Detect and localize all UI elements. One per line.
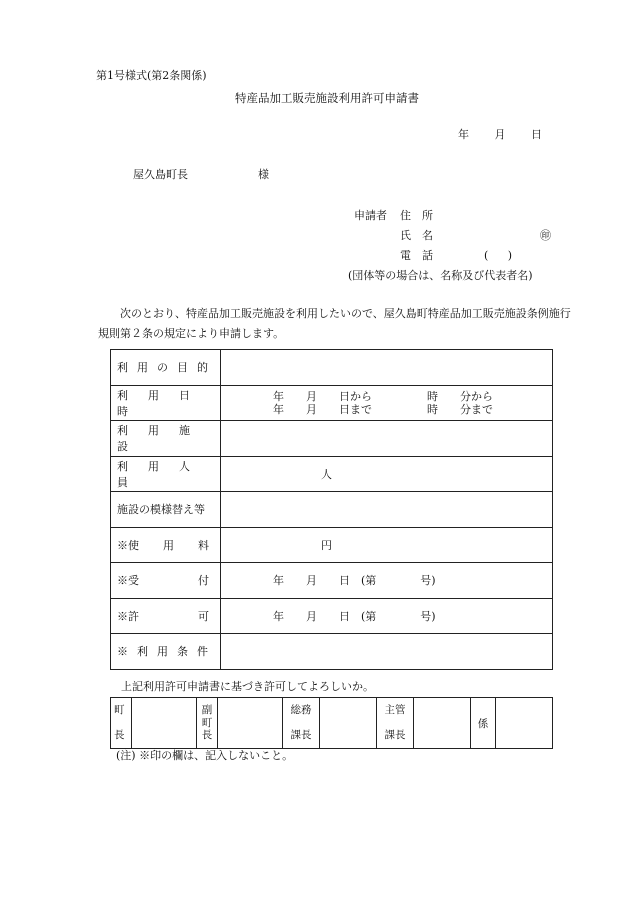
receipt-label: ※受 付 — [111, 563, 221, 599]
fee-label: ※使 用 料 — [111, 527, 221, 563]
fee-unit: 円 — [321, 538, 332, 552]
date-line — [436, 126, 542, 142]
addressee-name: 屋久島町長 — [133, 168, 188, 181]
document-title: 特産品加工販売施設利用許可申請書 — [235, 91, 419, 105]
main-section-label: 主管 課長 — [377, 698, 414, 749]
general-affairs-stamp[interactable] — [320, 698, 377, 749]
approval-stamp-table — [110, 697, 553, 749]
application-table — [110, 349, 553, 670]
footnote: (注) ※印の欄は、記入しないこと。 — [116, 749, 294, 762]
remodel-value[interactable] — [221, 492, 553, 528]
row-permit — [111, 598, 553, 634]
seal-mark: ㊞ — [540, 229, 551, 242]
approval-text: 上記利用許可申請書に基づき許可してよろしいか。 — [121, 680, 374, 693]
people-value[interactable] — [221, 456, 553, 492]
phone-label: 電話 — [400, 249, 444, 262]
remodel-label: 施設の模様替え等 — [111, 492, 221, 528]
general-affairs-label: 総務 課長 — [283, 698, 320, 749]
purpose-label: 利用の目的 — [111, 350, 221, 386]
conditions-label: ※利用条件 — [111, 634, 221, 670]
vice-mayor-stamp[interactable] — [218, 698, 283, 749]
row-receipt — [111, 563, 553, 599]
address-label: 住所 — [400, 209, 444, 222]
row-purpose — [111, 350, 553, 386]
name-label: 氏名 — [400, 229, 444, 242]
purpose-value[interactable] — [221, 350, 553, 386]
row-people — [111, 456, 553, 492]
addressee — [133, 166, 269, 182]
staff-label: 係 — [471, 698, 496, 749]
applicant-block — [348, 206, 551, 286]
datetime-value[interactable] — [221, 385, 553, 421]
people-unit: 人 — [321, 467, 332, 481]
datetime-from: 年 月 日から 時 分から — [273, 389, 493, 403]
applicant-label: 申請者 — [354, 209, 387, 222]
date-day: 日 — [531, 128, 542, 141]
town-mayor-stamp[interactable] — [132, 698, 197, 749]
datetime-label: 利用日時 — [111, 385, 221, 421]
facility-label: 利用施設 — [111, 421, 221, 457]
row-fee — [111, 527, 553, 563]
datetime-to: 年 月 日まで 時 分まで — [273, 402, 493, 416]
main-section-stamp[interactable] — [414, 698, 471, 749]
addressee-honorific: 様 — [258, 168, 269, 181]
staff-stamp[interactable] — [496, 698, 553, 749]
date-month: 月 — [494, 128, 506, 141]
row-remodel — [111, 492, 553, 528]
conditions-value[interactable] — [221, 634, 553, 670]
permit-value[interactable]: 年 月 日 (第 号) — [221, 598, 553, 634]
people-label: 利用人員 — [111, 456, 221, 492]
intro-paragraph: 次のとおり、特産品加工販売施設を利用したいので、屋久島町特産品加工販売施設条例施行規則第２条の規定により申請します。 — [98, 307, 571, 340]
receipt-value[interactable]: 年 月 日 (第 号) — [221, 563, 553, 599]
town-mayor-label: 町 長 — [111, 698, 132, 749]
row-datetime — [111, 385, 553, 421]
date-year: 年 — [458, 128, 469, 141]
vice-mayor-label: 副 町 長 — [197, 698, 218, 749]
phone-paren: ( ) — [484, 249, 513, 262]
form-number: 第1号様式(第2条関係) — [96, 69, 207, 82]
row-facility — [111, 421, 553, 457]
permit-label: ※許 可 — [111, 598, 221, 634]
row-conditions — [111, 634, 553, 670]
facility-value[interactable] — [221, 421, 553, 457]
group-note: (団体等の場合は、名称及び代表者名) — [348, 269, 533, 282]
fee-value[interactable] — [221, 527, 553, 563]
